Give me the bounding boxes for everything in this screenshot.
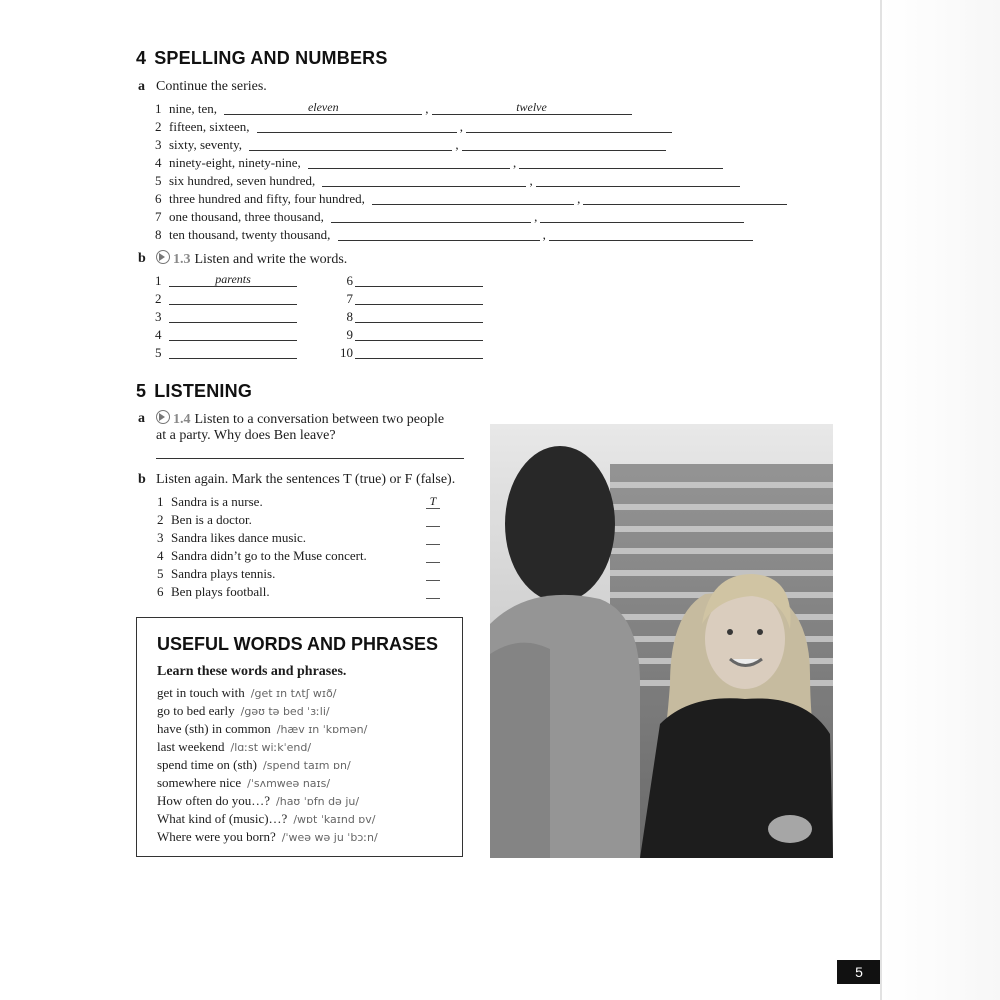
series-row: 2 fifteen, sixteen, , xyxy=(155,118,672,136)
item-number: 7 xyxy=(346,291,353,306)
tf-answer-blank[interactable] xyxy=(426,566,440,581)
tf-statement xyxy=(157,511,252,529)
phrase-text: go to bed early xyxy=(157,703,235,718)
word-row xyxy=(155,344,297,362)
answer-blank[interactable] xyxy=(169,290,297,305)
section-4-title: SPELLING AND NUMBERS xyxy=(154,48,388,68)
answer-blank[interactable] xyxy=(169,308,297,323)
useful-words-box xyxy=(136,617,463,857)
statement-text: Sandra plays tennis. xyxy=(171,566,276,581)
section-4-number: 4 xyxy=(136,48,147,68)
series-prompt: ten thousand, twenty thousand, xyxy=(169,227,331,242)
conversation-photo xyxy=(490,424,833,858)
answer-blank[interactable]: twelve xyxy=(432,100,632,115)
item-number: 2 xyxy=(155,291,162,306)
series-prompt: ninety-eight, ninety-nine, xyxy=(169,155,301,170)
answer-blank[interactable] xyxy=(169,344,297,359)
answer-blank[interactable] xyxy=(462,136,666,151)
phonetic-text: /hæv ɪn ˈkɒmən/ xyxy=(276,723,368,736)
series-row: 5 six hundred, seven hundred, , xyxy=(155,172,740,190)
tf-statement xyxy=(157,547,367,565)
item-number: 6 xyxy=(346,273,353,288)
tf-statement xyxy=(157,565,275,583)
item-number: 3 xyxy=(157,530,164,545)
phrase-item xyxy=(157,774,330,793)
answer-blank[interactable] xyxy=(308,154,510,169)
series-row: 7 one thousand, three thousand, , xyxy=(155,208,744,226)
series-prompt: sixty, seventy, xyxy=(169,137,243,152)
phonetic-text: /gəʊ tə bed ˈɜːli/ xyxy=(240,705,330,718)
word-row xyxy=(333,344,483,362)
photo-illustration xyxy=(490,424,833,858)
word-row xyxy=(333,326,483,344)
section-4-heading xyxy=(136,48,388,69)
phrase-text: last weekend xyxy=(157,739,225,754)
tf-statement xyxy=(157,493,263,511)
phrase-item xyxy=(157,756,351,775)
phrase-item xyxy=(157,720,367,739)
audio-track-number: 1.3 xyxy=(173,252,191,267)
item-number: 7 xyxy=(155,209,162,224)
answer-blank[interactable] xyxy=(355,344,483,359)
box-subtitle: Learn these words and phrases. xyxy=(157,664,347,679)
phonetic-text: /lɑːst wiːkˈend/ xyxy=(230,741,312,754)
tf-answer-blank[interactable]: T xyxy=(426,494,440,509)
series-row: 8 ten thousand, twenty thousand, , xyxy=(155,226,753,244)
word-row xyxy=(155,290,297,308)
item-number: 9 xyxy=(346,327,353,342)
section-5-heading xyxy=(136,381,252,402)
section-5-title: LISTENING xyxy=(154,381,253,401)
statement-text: Sandra likes dance music. xyxy=(171,530,307,545)
answer-blank[interactable] xyxy=(249,136,452,151)
phonetic-text: /wɒt ˈkaɪnd ɒv/ xyxy=(293,813,376,826)
answer-blank[interactable]: parents xyxy=(169,272,297,287)
instruction-text: Listen and write the words. xyxy=(194,252,348,267)
word-row xyxy=(155,272,297,290)
tf-statement xyxy=(157,583,270,601)
phrase-text: What kind of (music)…? xyxy=(157,811,288,826)
phrase-item xyxy=(157,792,359,811)
series-prompt: nine, ten, xyxy=(169,101,218,116)
item-number: 3 xyxy=(155,309,162,324)
instruction-text: Continue the series. xyxy=(156,79,267,94)
part-letter: b xyxy=(138,251,146,266)
item-number: 4 xyxy=(155,327,162,342)
phrase-text: get in touch with xyxy=(157,685,245,700)
answer-blank[interactable] xyxy=(338,226,540,241)
statement-text: Ben plays football. xyxy=(171,584,270,599)
instruction-text: Listen again. Mark the sentences T (true) or F (false). xyxy=(156,472,456,487)
word-row xyxy=(333,308,483,326)
answer-blank[interactable] xyxy=(372,190,574,205)
series-prompt: six hundred, seven hundred, xyxy=(169,173,316,188)
series-row: 3 sixty, seventy, , xyxy=(155,136,666,154)
page-margin xyxy=(882,0,1000,1000)
item-number: 2 xyxy=(157,512,164,527)
box-title: USEFUL WORDS AND PHRASES xyxy=(157,634,439,654)
answer-blank[interactable] xyxy=(355,308,483,323)
answer-blank[interactable] xyxy=(536,172,740,187)
audio-icon[interactable] xyxy=(156,410,170,424)
phrase-text: have (sth) in common xyxy=(157,721,271,736)
item-number: 5 xyxy=(157,566,164,581)
series-row: 6 three hundred and fifty, four hundred, , xyxy=(155,190,787,208)
statement-text: Ben is a doctor. xyxy=(171,512,252,527)
phonetic-text: /haʊ ˈɒfn də ju/ xyxy=(276,795,360,808)
answer-blank[interactable] xyxy=(540,208,744,223)
phonetic-text: /spend taɪm ɒn/ xyxy=(263,759,351,772)
phrase-text: spend time on (sth) xyxy=(157,757,258,772)
word-row xyxy=(333,290,483,308)
item-number: 5 xyxy=(155,173,162,188)
tf-answer-blank[interactable] xyxy=(426,548,440,563)
tf-answer-blank[interactable] xyxy=(426,584,440,599)
answer-blank[interactable] xyxy=(583,190,787,205)
answer-blank[interactable] xyxy=(549,226,753,241)
answer-blank[interactable] xyxy=(519,154,723,169)
phrase-item xyxy=(157,828,378,847)
part-letter: a xyxy=(138,411,145,426)
phrase-item xyxy=(157,738,311,757)
audio-track-number: 1.4 xyxy=(173,412,191,427)
answer-blank[interactable]: eleven xyxy=(224,100,422,115)
item-number: 2 xyxy=(155,119,162,134)
series-row: 1 nine, ten, eleven , twelve xyxy=(155,100,632,118)
section-5-number: 5 xyxy=(136,381,147,401)
phonetic-text: /ˈweə wə ju ˈbɔːn/ xyxy=(281,831,378,844)
phrase-text: somewhere nice xyxy=(157,775,242,790)
answer-blank[interactable] xyxy=(355,290,483,305)
word-row xyxy=(155,326,297,344)
phrase-text: How often do you…? xyxy=(157,793,271,808)
phrase-item xyxy=(157,702,330,721)
answer-blank[interactable] xyxy=(466,118,672,133)
item-number: 5 xyxy=(155,345,162,360)
phonetic-text: /ˈsʌmweə naɪs/ xyxy=(247,777,331,790)
phrase-text: Where were you born? xyxy=(157,829,276,844)
answer-line[interactable] xyxy=(156,458,464,459)
answer-blank[interactable] xyxy=(355,326,483,341)
word-row xyxy=(155,308,297,326)
item-number: 1 xyxy=(157,494,164,509)
tf-statement xyxy=(157,529,306,547)
phrase-item xyxy=(157,684,336,703)
item-number: 1 xyxy=(155,101,162,116)
part-letter: a xyxy=(138,79,145,94)
statement-text: Sandra is a nurse. xyxy=(171,494,263,509)
item-number: 3 xyxy=(155,137,162,152)
item-number: 1 xyxy=(155,273,162,288)
tf-answer-blank[interactable] xyxy=(426,512,440,527)
phonetic-text: /get ɪn tʌtʃ wɪð/ xyxy=(250,687,337,700)
answer-blank[interactable] xyxy=(257,118,457,133)
item-number: 8 xyxy=(346,309,353,324)
answer-blank[interactable] xyxy=(355,272,483,287)
word-row xyxy=(333,272,483,290)
item-number: 6 xyxy=(155,191,162,206)
series-row: 4 ninety-eight, ninety-nine, , xyxy=(155,154,723,172)
page-number: 5 xyxy=(837,960,881,984)
audio-icon[interactable] xyxy=(156,250,170,264)
tf-answer-blank[interactable] xyxy=(426,530,440,545)
item-number: 4 xyxy=(155,155,162,170)
answer-blank[interactable] xyxy=(169,326,297,341)
answer-blank[interactable] xyxy=(322,172,526,187)
part-letter: b xyxy=(138,472,146,487)
phrase-item xyxy=(157,810,376,829)
item-number: 6 xyxy=(157,584,164,599)
answer-blank[interactable] xyxy=(331,208,531,223)
statement-text: Sandra didn’t go to the Muse concert. xyxy=(171,548,367,563)
instruction-text: Listen to a conversation between two people xyxy=(194,412,445,427)
series-prompt: fifteen, sixteen, xyxy=(169,119,250,134)
series-prompt: three hundred and fifty, four hundred, xyxy=(169,191,365,206)
item-number: 4 xyxy=(157,548,164,563)
item-number: 8 xyxy=(155,227,162,242)
instruction-text: at a party. Why does Ben leave? xyxy=(156,428,336,443)
series-prompt: one thousand, three thousand, xyxy=(169,209,324,224)
item-number: 10 xyxy=(340,345,353,360)
